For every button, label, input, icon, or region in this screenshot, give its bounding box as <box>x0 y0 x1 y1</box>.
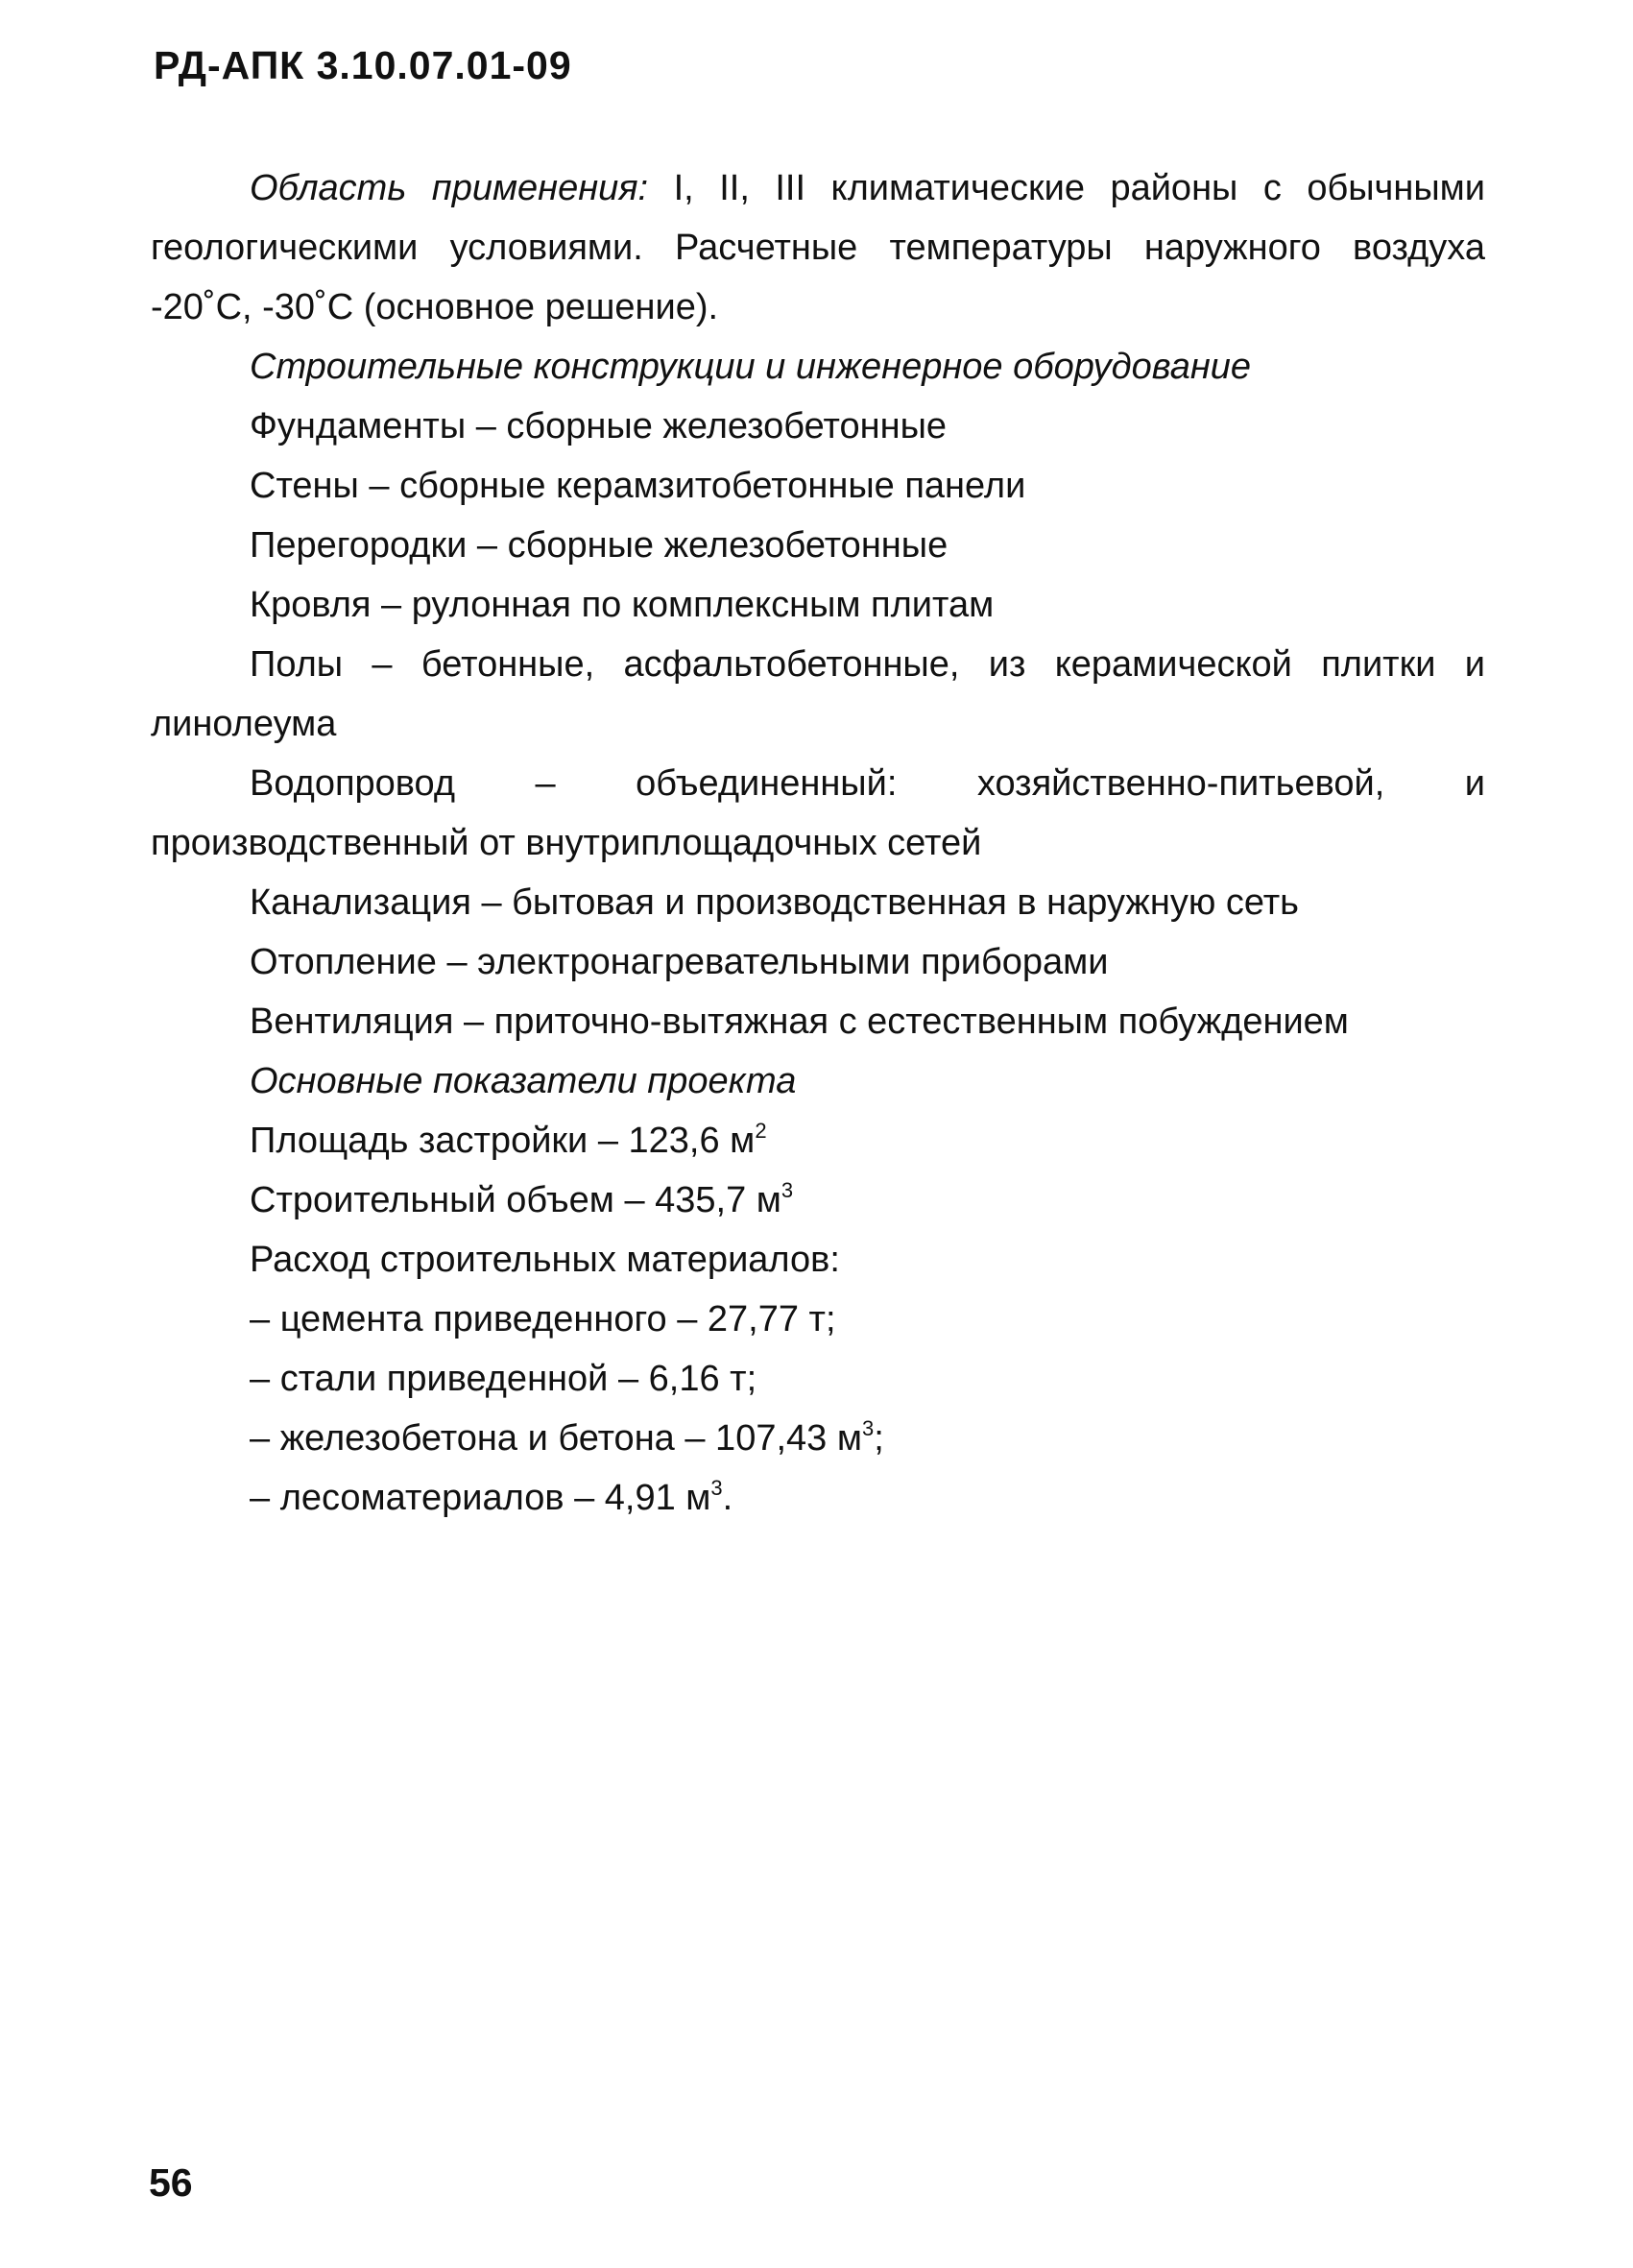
concrete-end: ; <box>874 1418 884 1459</box>
scope-text: I, II, III климатические районы с обычными геологическими условиями. Расчетные температуры наружного воздуха -20˚С, -30˚С (основное решение). <box>151 168 1486 327</box>
concrete-line <box>151 1409 1485 1468</box>
timber-line <box>151 1468 1485 1528</box>
building-volume-text: Строительный объем – 435,7 м <box>250 1180 781 1220</box>
roof-line: Кровля – рулонная по комплексным плитам <box>250 585 995 625</box>
heating-line: Отопление – электронагревательными приборами <box>250 942 1109 982</box>
indicators-heading: Основные показатели проекта <box>250 1061 797 1101</box>
timber-end: . <box>722 1478 733 1518</box>
building-area-text: Площадь застройки – 123,6 м <box>250 1121 756 1161</box>
constructions-heading: Строительные конструкции и инженерное оборудование <box>250 347 1252 387</box>
sewerage-line: Канализация – бытовая и производственная в наружную сеть <box>250 882 1299 923</box>
scope-paragraph <box>151 158 1485 337</box>
walls-line: Стены – сборные керамзитобетонные панели <box>250 466 1026 506</box>
floors-line: Полы – бетонные, асфальтобетонные, из керамической плитки и линолеума <box>151 644 1485 744</box>
building-volume-unit-power: 3 <box>780 1178 794 1202</box>
building-area-unit-power: 2 <box>755 1119 767 1143</box>
foundations-line: Фундаменты – сборные железобетонные <box>250 406 948 446</box>
page-number: 56 <box>149 2160 193 2205</box>
materials-heading: Расход строительных материалов: <box>250 1240 840 1280</box>
ventilation-line: Вентиляция – приточно-вытяжная с естественным побуждением <box>250 1001 1349 1042</box>
document-body <box>151 158 1485 1528</box>
steel-line: – стали приведенной – 6,16 т; <box>250 1359 757 1399</box>
building-volume-line <box>151 1170 1485 1230</box>
water-supply-line: Водопровод – объединенный: хозяйственно-питьевой, и производственный от внутриплощадочных сетей <box>151 763 1485 863</box>
timber-text: – лесоматериалов – 4,91 м <box>250 1478 711 1518</box>
building-area-line <box>151 1111 1485 1170</box>
cement-line: – цемента приведенного – 27,77 т; <box>250 1299 836 1339</box>
concrete-unit-power: 3 <box>861 1416 875 1440</box>
document-code-header: РД-АПК 3.10.07.01-09 <box>154 43 572 87</box>
scope-label: Область применения: <box>250 168 649 208</box>
partitions-line: Перегородки – сборные железобетонные <box>250 525 949 566</box>
concrete-text: – железобетона и бетона – 107,43 м <box>250 1418 862 1459</box>
timber-unit-power: 3 <box>710 1476 723 1500</box>
